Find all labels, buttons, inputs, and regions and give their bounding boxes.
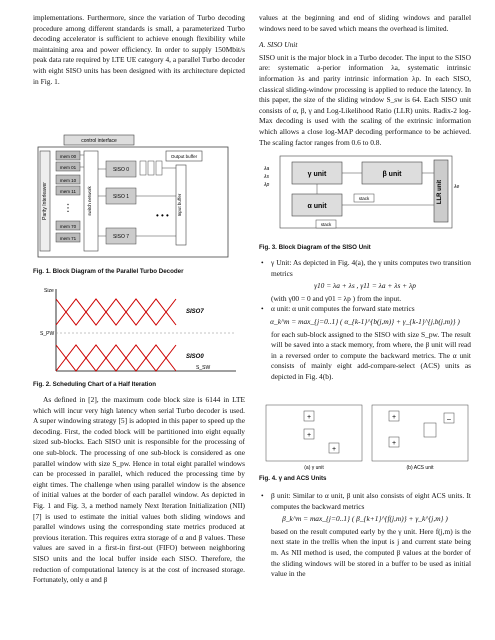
paragraph: implementations. Furthermore, since the variation of Turbo decoding procedure among different standards is small, a parameterized Turbo decoding accelerator is sufficient to achieve enough flexibility while maintaining area and power efficiency. In order to supply 150Mbit/s peak data rate required by LTE UE category 4, a parallel Turbo decoder with eight SISO units has been designed with its architecture depicted in Fig. 1. — [33, 13, 245, 86]
paragraph: values at the beginning and end of sliding windows and parallel windows need to be saved which means the overhead is limited. — [259, 13, 471, 33]
output-buffer-label: Output buffer — [170, 154, 198, 159]
svg-text:–: – — [447, 416, 451, 423]
figure-3-caption: Fig. 3. Block Diagram of the SISO Unit — [259, 244, 371, 251]
gamma-unit-label: γ unit — [307, 171, 327, 178]
figure-3-siso-diagram — [262, 150, 472, 238]
parity-interleaver-label: Parity Interleaver — [42, 182, 48, 220]
siso-label: SISO 1 — [112, 194, 130, 200]
figure-4-caption: Fig. 4. γ and ACS Units — [259, 475, 327, 482]
control-label: control interface — [81, 138, 117, 144]
siso-label: SISO 7 — [112, 234, 130, 240]
right-column — [259, 13, 471, 148]
svg-text:+: + — [391, 414, 397, 421]
equation-1: γ10 = λa + λs , γ11 = λa + λs + λp — [314, 281, 416, 291]
section-heading: A. SISO Unit — [259, 40, 298, 50]
svg-text:• • •: • • • — [156, 211, 169, 220]
left-column — [33, 13, 245, 87]
paragraph: based on the result computed early by the γ unit. Here f(j,m) is the next state in the trellis when the input is j and current state being m. As NII method is used, the computed β values at the border of the sliding windows will be stored in a buffer to be used as initial value in the — [271, 526, 471, 579]
paragraph: for each sub-block assigned to the SISO with size S_pw. The result will be saved into a stack memory, from where, the β unit will read in a reversed order to compute the backward metrics. The α unit consists of mainly eight add-compare-select (ACS) units as depicted in Fig. 4(b). — [271, 329, 471, 381]
svg-text:+: + — [391, 440, 397, 447]
mem-label: mem 70 — [59, 224, 77, 229]
figure-2-caption: Fig. 2. Scheduling Chart of a Half Iteration — [33, 381, 157, 388]
equation-1-note: (with γ00 = 0 and γ01 = λp ) from the input. — [271, 293, 402, 303]
equation-2: α_k^m = max_{j=0..1} ( α_{k-1}^{b(j,m)} + γ_{k-1}^{j,b(j,m)} ) — [270, 316, 460, 326]
figure-1-block-diagram — [36, 133, 246, 263]
y-axis-label: Size — [44, 288, 54, 294]
mem-label: mem 10 — [59, 178, 77, 183]
input-buffer-label: Input buffer — [177, 193, 182, 217]
svg-text:+: + — [306, 414, 312, 421]
ssw-label: S_SW — [196, 365, 211, 371]
beta-unit-label: β unit — [382, 171, 402, 178]
input-label: λp — [264, 182, 270, 188]
series-label: SISO7 — [186, 309, 204, 315]
fig4b-label: (b) ACS unit — [406, 465, 434, 471]
left-column-lower — [33, 395, 245, 586]
switch-network-label: switch network — [87, 186, 92, 216]
svg-text:⋮: ⋮ — [63, 203, 73, 214]
svg-text:+: + — [331, 446, 337, 453]
equation-3: β_k^m = max_{j=0..1} ( β_{k+1}^{f(j,m)} + γ_k^{j,m} ) — [282, 514, 448, 524]
fig4a-label: (a) γ unit — [304, 465, 324, 471]
bullet-alpha: • α unit: α unit computes the forward state metrics — [259, 304, 471, 315]
right-column-middle — [259, 258, 471, 383]
figure-2-scheduling-chart — [36, 285, 246, 375]
mem-label: mem 00 — [59, 154, 77, 159]
figure-1-caption: Fig. 1. Block Diagram of the Parallel Turbo Decoder — [33, 268, 184, 275]
svg-text:+: + — [306, 432, 312, 439]
mem-label: mem 71 — [59, 236, 77, 241]
stack-label: stack — [320, 222, 332, 227]
siso-label: SISO 0 — [112, 167, 130, 173]
output-label: λe — [454, 184, 460, 190]
mem-label: mem 01 — [59, 165, 77, 170]
series-label: SISO0 — [186, 354, 204, 360]
alpha-unit-label: α unit — [307, 203, 327, 210]
input-label: λs — [264, 174, 269, 180]
paragraph: SISO unit is the major block in a Turbo decoder. The input to the SISO are: systematic a-perior information λa, systematic intrinsic information λs and parity intrinsic information λp. In each SISO, classical sliding-window processing is applied to reduce the latency. In this paper, the size of the sliding window S_sw is 64. Each SISO unit consists of α, β, γ and Log-Likelihood Ratio (LLR) units. Radix-2 log-Max decoding is used with the scaling of the extrinsic information which allows a close log-MAP decoding performance to be achieved. The scaling factor ranges from 0.6 to 0.8. — [259, 52, 471, 147]
bullet-beta: • β unit: Similar to α unit, β unit also consists of eight ACS units. It computes the backward metrics — [259, 491, 471, 512]
paragraph: As defined in [2], the maximum code block size is 6144 in LTE which will incur very high latency when serial Turbo decoder is used. A super windowing strategy [5] is adopted in this paper to speed up the decoding. First, the coded block will be partitioned into eight equally sized sub-blocks. Each SISO unit is responsible for the processing of one sub-block. The processing of one sub-block is considered as one parallel window with size S_pw. Hence in total eight parallel windows can be processed in parallel, which reduced the processing time by eight times. The challenge when using parallel window is the absence of initial values at the border of each parallel window. As depicted in Fig. 1 and Fig. 3, a method namely Next Iteration Initialization (NII) [7] is used to estimate the initial values both sliding windows and parallel windows using the corresponding state metrics produced at previous iteration. This requires extra storage of α and β values. These values are saved in a first-in first-out (FIFO) between neighboring SISO units and the local buffer inside each SISO. Therefore, the reduction of computational latency is at the cost of increased storage. Fortunately, only α and β — [33, 395, 245, 585]
llr-unit-label: LLR unit — [437, 179, 443, 205]
spw-label: S_PW — [40, 331, 55, 337]
right-column-lower — [259, 491, 471, 580]
figure-4-gamma-acs — [264, 403, 472, 471]
mem-label: mem 11 — [60, 189, 76, 194]
stack-label: stack — [358, 196, 370, 201]
bullet-gamma: • γ Unit: As depicted in Fig. 4(a), the γ units computes two transition metrics — [259, 258, 471, 279]
input-label: λa — [264, 166, 270, 172]
